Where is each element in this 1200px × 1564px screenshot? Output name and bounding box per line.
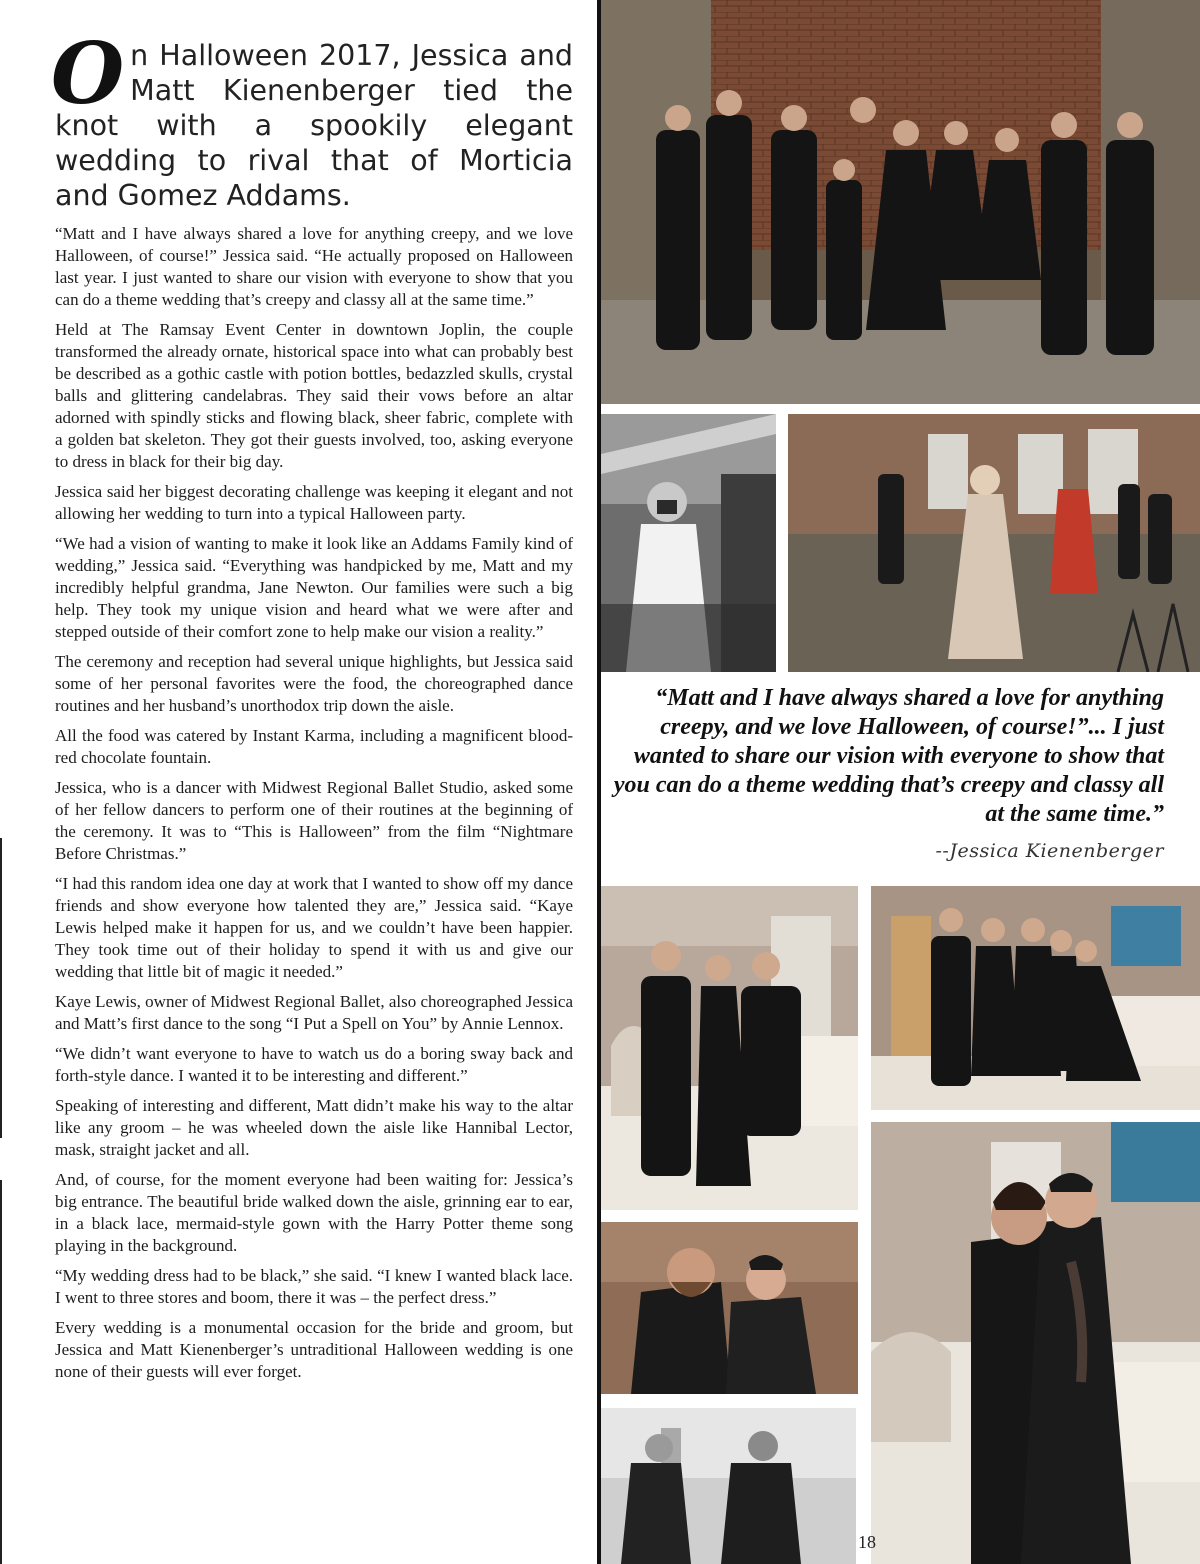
lead-text: n Halloween 2017, Jessica and Matt Kienenberger tied the knot with a spookily elegant wedding to rival that of Morticia and Gomez Addams.	[55, 39, 573, 212]
paragraph: All the food was catered by Instant Karma, including a magnificent blood-red chocolate fountain.	[55, 726, 573, 767]
paragraph: Jessica said her biggest decorating challenge was keeping it elegant and not allowing her wedding to turn into a typical Halloween party.	[55, 482, 573, 523]
drop-cap: O	[51, 24, 125, 123]
paragraph: “We had a vision of wanting to make it look like an Addams Family kind of wedding,” Jessica said. “Everything was handpicked by me, Matt and my incredibly helpful grandma, Jane Newton. Our families were such a big help. They took my unique vision and heard what we were after and stepped outside of their comfort zone to help make our vision a reality.”	[55, 534, 573, 641]
article-lead	[51, 24, 573, 213]
margin-rule	[0, 838, 2, 1138]
paragraph: “We didn’t want everyone to have to watch us do a boring sway back and forth-style dance. I wanted it to be interesting and different.”	[55, 1044, 573, 1085]
wedding-party-photo	[601, 0, 1200, 404]
bridal-group-photo	[871, 886, 1200, 1110]
paragraph: Jessica, who is a dancer with Midwest Regional Ballet Studio, asked some of her fellow dancers to perform one of their routines at the beginning of the ceremony. It was to “This is Halloween” from the film “Nightmare Before Christmas.”	[55, 778, 573, 863]
paragraph: Held at The Ramsay Event Center in downtown Joplin, the couple transformed the already ornate, historical space into what can probably best be described as a gothic castle with potion bottles, bedazzled skulls, crystal balls and glittering candelabras. They said their vows before an altar adorned with spindly sticks and flowing black, sheer fabric, complete with a golden bat skeleton. They got their guests involved, too, asking everyone to dress in black for their big day.	[55, 320, 573, 471]
paragraph: Speaking of interesting and different, Matt didn’t make his way to the altar like any groom – he was wheeled down the aisle like Hannibal Lector, mask, straight jacket and all.	[55, 1096, 573, 1159]
quote-attribution: --Jessica Kienenberger	[935, 840, 1164, 862]
groom-straitjacket-photo	[601, 414, 776, 672]
dancers-photo	[788, 414, 1200, 672]
paragraph: “My wedding dress had to be black,” she said. “I knew I wanted black lace. I went to three stores and boom, there it was – the perfect dress.”	[55, 1266, 573, 1307]
bride-embrace-photo	[871, 1122, 1200, 1564]
page-number: 18	[858, 1532, 876, 1552]
pull-quote: “Matt and I have always shared a love for anything creepy, and we love Halloween, of course!”... I just wanted to share our vision with everyone to show that you can do a theme wedding that’s creepy and classy all at the same time.”	[613, 685, 1164, 827]
margin-rule	[0, 1180, 2, 1564]
paragraph: And, of course, for the moment everyone had been waiting for: Jessica’s big entrance. The beautiful bride walked down the aisle, grinning ear to ear, in a black lace, mermaid-style gown with the Harry Potter theme song playing in the background.	[55, 1170, 573, 1255]
paragraph: “Matt and I have always shared a love for anything creepy, and we love Halloween, of course!” Jessica said. “He actually proposed on Halloween last year. I just wanted to share our vision with everyone to show that you can do a theme wedding that’s creepy and classy all at the same time.”	[55, 224, 573, 309]
couple-rooftop-photo	[601, 1408, 856, 1564]
paragraph: Every wedding is a monumental occasion for the bride and groom, but Jessica and Matt Kienenberger’s untraditional Halloween wedding is one none of their guests will ever forget.	[55, 1318, 573, 1381]
paragraph: The ceremony and reception had several unique highlights, but Jessica said some of her personal favorites were the food, the choreographed dance routines and her husband’s unorthodox trip down the aisle.	[55, 652, 573, 715]
paragraph: Kaye Lewis, owner of Midwest Regional Ballet, also choreographed Jessica and Matt’s first dance to the song “I Put a Spell on You” by Annie Lennox.	[55, 992, 573, 1033]
article-body	[51, 24, 573, 1391]
family-portrait-photo	[601, 886, 858, 1210]
couple-laughing-photo	[601, 1222, 858, 1394]
paragraph: “I had this random idea one day at work that I wanted to show off my dance friends and show everyone how talented they are,” Jessica said. “Kaye Lewis helped make it happen for us, and we couldn’t have been happier. They took time out of their holiday to spend it with us and give our wedding that little bit of magic it needed.”	[55, 874, 573, 981]
